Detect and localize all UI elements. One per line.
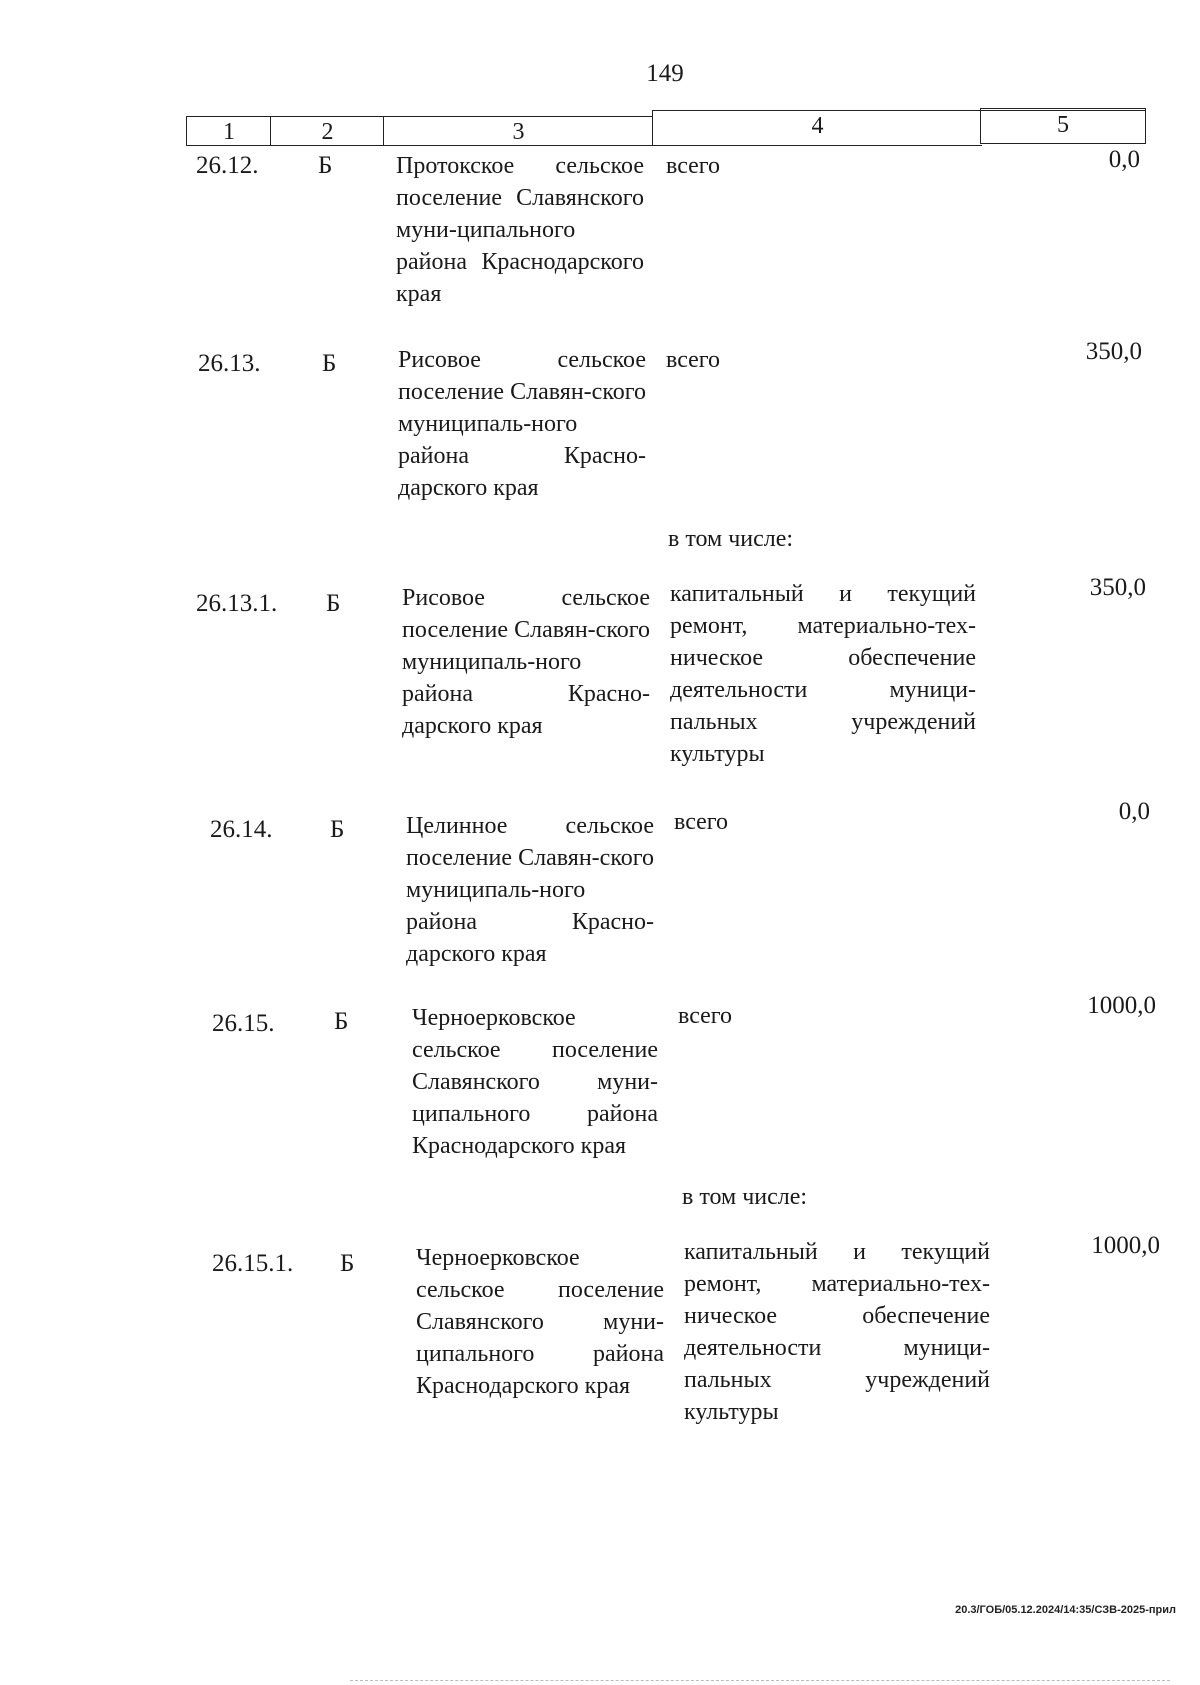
including-label: в том числе: [668,526,794,552]
page-number: 149 [646,60,684,87]
row-desc: капитальный и текущий ремонт, материально-тех-ническое обеспечение деятельности муници-пальных учреждений культуры [684,1239,990,1425]
row-value: 350,0 [1085,338,1142,365]
row-code: Б [334,1008,349,1035]
row-code: Б [326,590,341,617]
header-col-3: 3 [383,116,653,146]
row-number: 26.13.1. [196,590,278,617]
including-label: в том числе: [682,1184,808,1210]
row-number: 26.12. [196,152,259,179]
scan-edge-divider [350,1680,1170,1681]
row-name: Протокское сельское поселение Славянского муни-ципального района Краснодарского края [396,153,644,307]
row-desc: всего [678,1003,733,1029]
row-code: Б [318,152,333,179]
header-col-5: 5 [980,110,1146,144]
row-name: Черноерковское сельское поселение Славянского муни-ципального района Краснодарского края [416,1245,664,1399]
header-col-4: 4 [652,110,982,146]
row-name: Черноерковское сельское поселение Славянского муни-ципального района Краснодарского края [412,1005,658,1159]
row-number: 26.15.1. [212,1250,294,1277]
header-col-1: 1 [186,116,271,146]
row-value: 1000,0 [1091,1232,1160,1259]
row-value: 0,0 [1108,146,1140,173]
row-name: Рисовое сельское поселение Славян-ского муниципаль-ного района Красно-дарского края [402,585,650,739]
row-code: Б [340,1250,355,1277]
row-code: Б [322,350,337,377]
row-number: 26.13. [198,350,261,377]
row-desc: капитальный и текущий ремонт, материально-тех-ническое обеспечение деятельности муници-пальных учреждений культуры [670,581,976,767]
row-code: Б [330,816,345,843]
row-number: 26.14. [210,816,273,843]
row-name: Целинное сельское поселение Славян-ского муниципаль-ного района Красно-дарского края [406,813,654,967]
row-desc: всего [666,347,721,373]
row-name: Рисовое сельское поселение Славян-ского муниципаль-ного района Красно-дарского края [398,347,646,501]
row-value: 350,0 [1089,574,1146,601]
row-value: 0,0 [1118,798,1150,825]
header-col-2: 2 [270,116,384,146]
row-desc: всего [674,809,729,835]
row-desc: всего [666,153,721,179]
document-registration-code: 20.3/ГОБ/05.12.2024/14:35/СЗВ-2025-прил [955,1604,1176,1616]
row-value: 1000,0 [1087,992,1156,1019]
row-number: 26.15. [212,1010,275,1037]
